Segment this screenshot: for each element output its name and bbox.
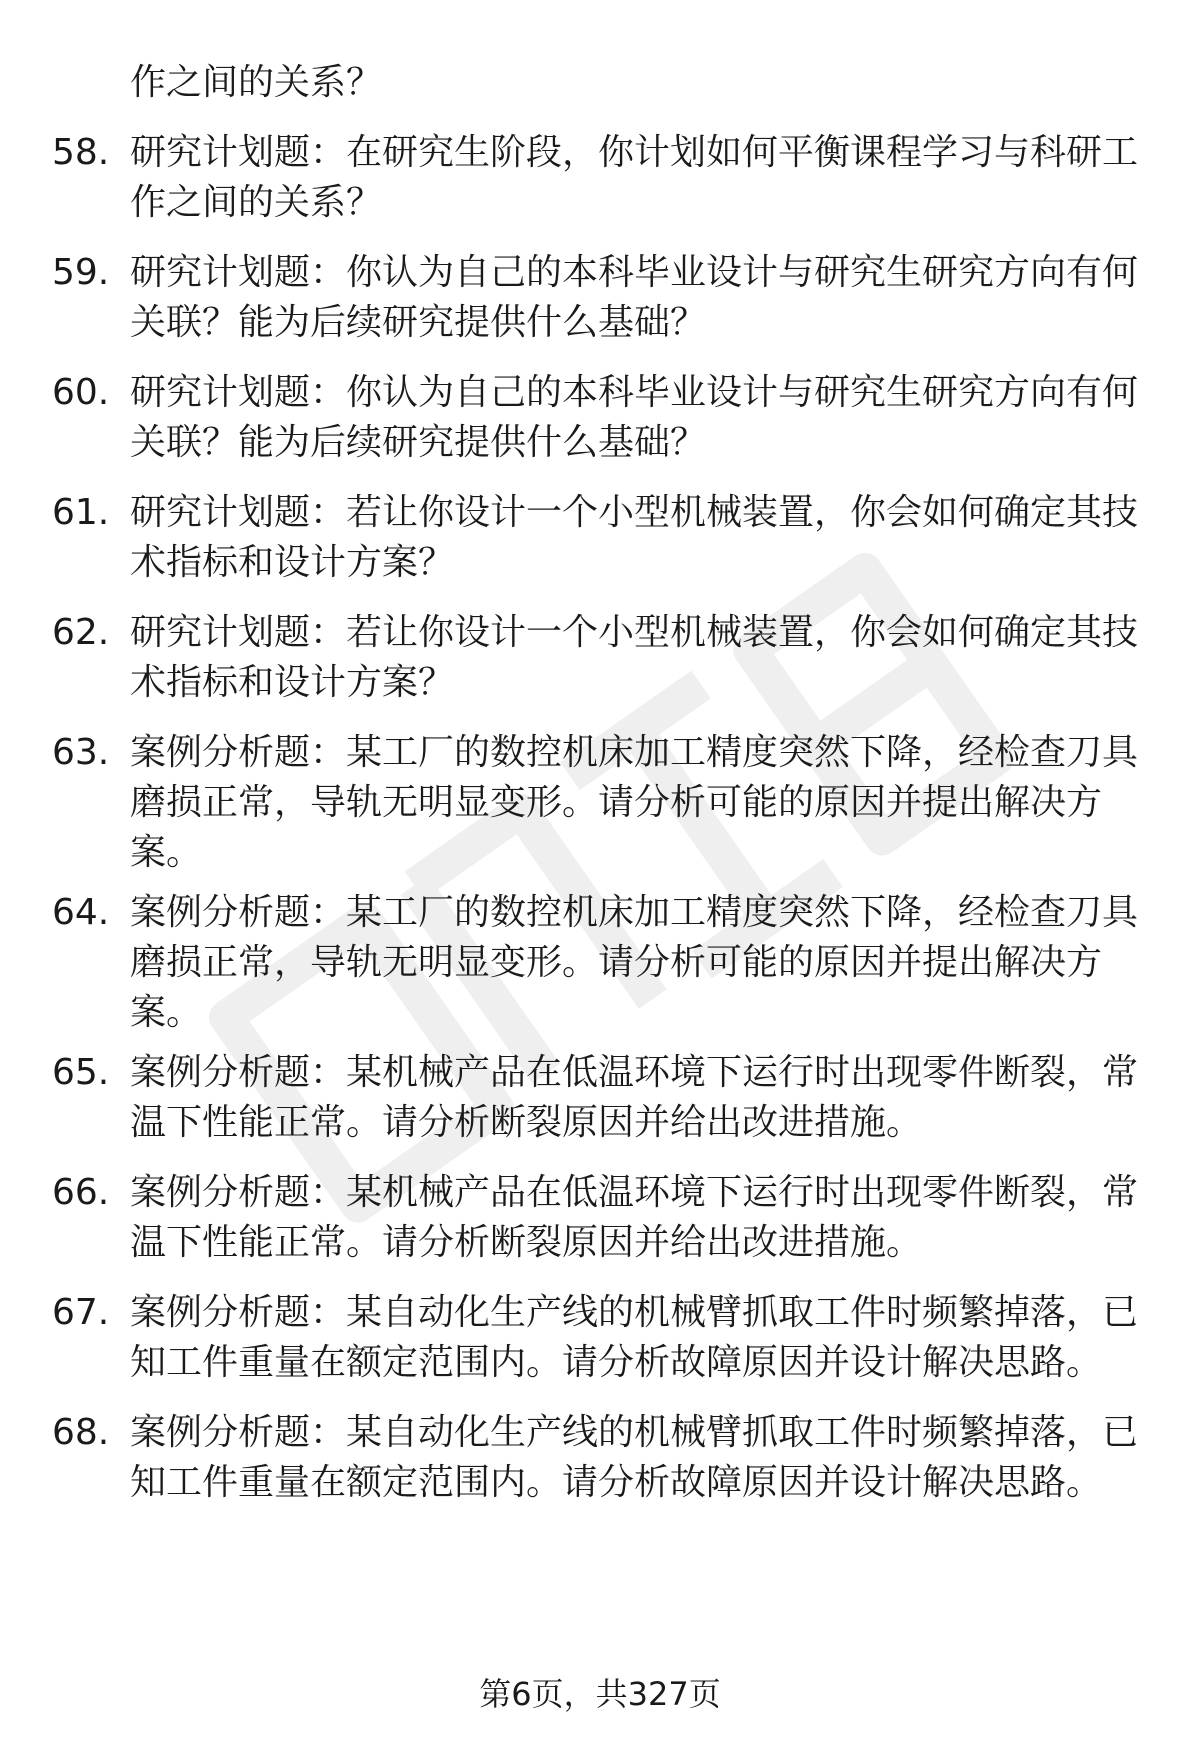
question-text	[130, 1288, 1139, 1388]
question-number: 63.	[52, 732, 110, 773]
question-text-line: 案例分析题：某工厂的数控机床加工精度突然下降，经检查刀具	[130, 732, 1139, 773]
question-number: 59.	[52, 252, 110, 293]
question-text-line: 磨损正常，导轨无明显变形。请分析可能的原因并提出解决方	[130, 782, 1103, 823]
question-text	[130, 888, 1139, 1038]
question-text-line: 术指标和设计方案？	[130, 542, 455, 583]
question-text-line: 研究计划题：你认为自己的本科毕业设计与研究生研究方向有何	[130, 252, 1139, 293]
question-text-line: 案例分析题：某自动化生产线的机械臂抓取工件时频繁掉落，已	[130, 1412, 1139, 1453]
question-text	[130, 128, 1139, 228]
question-text-line: 温下性能正常。请分析断裂原因并给出改进措施。	[130, 1222, 923, 1263]
question-number: 67.	[52, 1292, 110, 1333]
question-number: 58.	[52, 132, 110, 173]
question-text-line: 术指标和设计方案？	[130, 662, 455, 703]
question-text	[130, 1408, 1139, 1508]
question-text-line: 案例分析题：某自动化生产线的机械臂抓取工件时频繁掉落，已	[130, 1292, 1139, 1333]
question-number: 68.	[52, 1412, 110, 1453]
question-text-line: 知工件重量在额定范围内。请分析故障原因并设计解决思路。	[130, 1342, 1103, 1383]
question-text-line: 案。	[130, 832, 203, 873]
question-number: 62.	[52, 612, 110, 653]
page-number-footer: 第6页，共327页	[479, 1675, 721, 1713]
question-text	[130, 608, 1139, 708]
question-number: 66.	[52, 1172, 110, 1213]
question-text	[130, 1168, 1139, 1268]
question-text-line: 作之间的关系？	[130, 182, 383, 223]
question-text-line: 案例分析题：某机械产品在低温环境下运行时出现零件断裂，常	[130, 1172, 1139, 1213]
question-text	[130, 728, 1139, 878]
question-text-line: 研究计划题：在研究生阶段，你计划如何平衡课程学习与科研工	[130, 132, 1139, 173]
question-text	[130, 368, 1139, 468]
previous-question-continuation: 作之间的关系？	[130, 62, 383, 103]
question-text-line: 知工件重量在额定范围内。请分析故障原因并设计解决思路。	[130, 1462, 1103, 1503]
question-text-line: 案例分析题：某机械产品在低温环境下运行时出现零件断裂，常	[130, 1052, 1139, 1093]
question-text-line: 磨损正常，导轨无明显变形。请分析可能的原因并提出解决方	[130, 942, 1103, 983]
question-number: 60.	[52, 372, 110, 413]
question-text-line: 关联？能为后续研究提供什么基础？	[130, 302, 707, 343]
question-text-line: 温下性能正常。请分析断裂原因并给出改进措施。	[130, 1102, 923, 1143]
question-text-line: 研究计划题：若让你设计一个小型机械装置，你会如何确定其技	[130, 612, 1139, 653]
question-text-line: 案。	[130, 992, 203, 1033]
question-number: 64.	[52, 892, 110, 933]
question-number: 61.	[52, 492, 110, 533]
question-number: 65.	[52, 1052, 110, 1093]
question-text	[130, 488, 1139, 588]
question-text	[130, 1048, 1139, 1148]
question-text-line: 研究计划题：你认为自己的本科毕业设计与研究生研究方向有何	[130, 372, 1139, 413]
question-text-line: 关联？能为后续研究提供什么基础？	[130, 422, 707, 463]
question-text	[130, 248, 1139, 348]
question-text-line: 研究计划题：若让你设计一个小型机械装置，你会如何确定其技	[130, 492, 1139, 533]
question-text-line: 案例分析题：某工厂的数控机床加工精度突然下降，经检查刀具	[130, 892, 1139, 933]
